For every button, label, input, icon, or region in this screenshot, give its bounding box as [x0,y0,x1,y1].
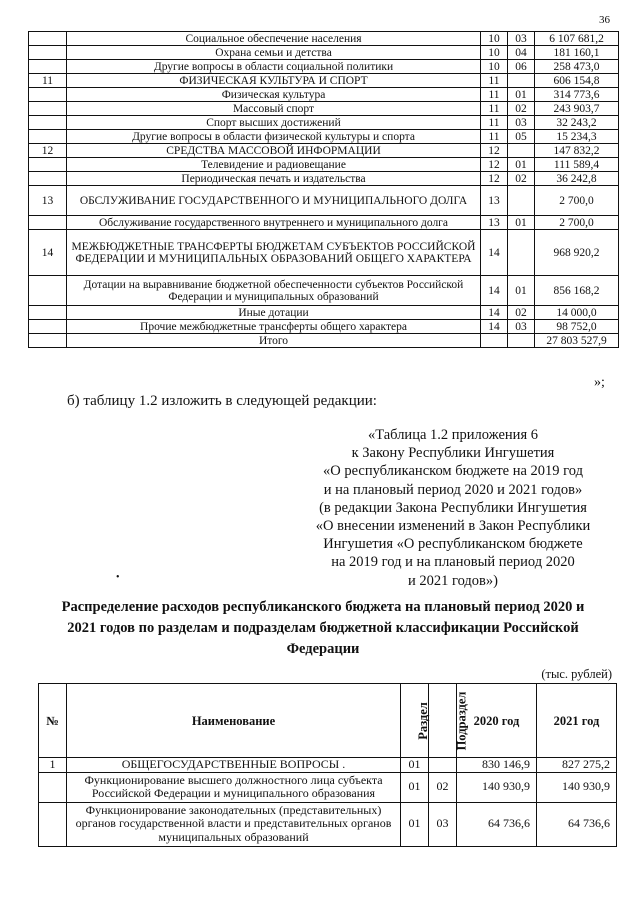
cell-razdel: 01 [401,758,429,773]
cell-podrazdel: 03 [508,32,535,46]
cell-name: Итого [67,334,481,348]
cell-amount: 181 160,1 [535,46,619,60]
table-row [29,32,619,46]
cell-razdel: 14 [481,276,508,306]
cell-num: 1 [39,758,67,773]
cell-podrazdel: 01 [508,216,535,230]
cell-y2020: 830 146,9 [457,758,537,773]
cell-num [29,158,67,172]
cell-razdel: 10 [481,32,508,46]
cell-razdel: 13 [481,216,508,230]
cell-podrazdel [508,186,535,216]
cell-podrazdel: 03 [429,802,457,846]
cell-num [29,46,67,60]
cell-num [39,802,67,846]
cell-podrazdel: 02 [508,102,535,116]
cell-razdel: 11 [481,74,508,88]
heading-line: 2021 годов по разделам и подразделам бюджетной классификации Российской [67,620,579,636]
table-row [29,230,619,276]
heading-line: Федерации [286,641,360,657]
cell-num [29,276,67,306]
cell-name: ФИЗИЧЕСКАЯ КУЛЬТУРА И СПОРТ [67,74,481,88]
cell-name: СРЕДСТВА МАССОВОЙ ИНФОРМАЦИИ [67,144,481,158]
cell-razdel: 01 [401,802,429,846]
cell-podrazdel: 01 [508,158,535,172]
cell-name: Другие вопросы в области социальной политики [67,60,481,74]
table-row [39,772,617,802]
cell-amount: 243 903,7 [535,102,619,116]
cell-num: 14 [29,230,67,276]
cell-razdel: 14 [481,306,508,320]
cell-razdel: 11 [481,130,508,144]
cell-amount: 98 752,0 [535,320,619,334]
cell-podrazdel: 01 [508,276,535,306]
cell-num [29,88,67,102]
caption-line: «О республиканском бюджете на 2019 год [323,463,583,480]
table-row [29,144,619,158]
cell-amount: 111 589,4 [535,158,619,172]
page-number: 36 [599,14,610,26]
cell-name: Спорт высших достижений [67,116,481,130]
table-row [29,320,619,334]
cell-amount: 32 243,2 [535,116,619,130]
cell-name: Обслуживание государственного внутреннего и муниципального долга [67,216,481,230]
cell-name: Функционирование законодательных (представительных) органов государственной власти и представительных органов муниципальных образований [67,802,401,846]
header-podrazdel [429,684,469,758]
cell-name: Телевидение и радиовещание [67,158,481,172]
cell-razdel: 11 [481,102,508,116]
cell-podrazdel: 03 [508,320,535,334]
cell-num [29,60,67,74]
cell-name: Функционирование высшего должностного лица субъекта Российской Федерации и муниципального образования [67,772,401,802]
cell-name: Массовый спорт [67,102,481,116]
cell-podrazdel: 02 [508,306,535,320]
cell-amount: 14 000,0 [535,306,619,320]
cell-num: 13 [29,186,67,216]
cell-razdel: 11 [481,88,508,102]
cell-razdel: 10 [481,60,508,74]
cell-podrazdel: 01 [508,88,535,102]
header-num: № [39,684,67,758]
header-name: Наименование [67,684,401,758]
cell-podrazdel [508,144,535,158]
cell-podrazdel [508,74,535,88]
cell-amount: 147 832,2 [535,144,619,158]
cell-num [29,116,67,130]
cell-num [29,320,67,334]
cell-name: Прочие межбюджетные трансферты общего характера [67,320,481,334]
cell-name: Дотации на выравнивание бюджетной обеспеченности субъектов Российской Федерации и муниципальных образований [67,276,481,306]
cell-num [29,102,67,116]
cell-num [29,334,67,348]
cell-razdel: 12 [481,172,508,186]
table-row [29,306,619,320]
cell-podrazdel: 05 [508,130,535,144]
caption-line: «О внесении изменений в Закон Республики [315,518,591,535]
table-row [29,116,619,130]
cell-num [29,172,67,186]
caption-line: и 2021 годов») [408,572,498,589]
document-heading [28,597,618,660]
caption-line: на 2019 год и на плановый период 2020 [331,554,575,571]
cell-razdel: 10 [481,46,508,60]
caption-line: «Таблица 1.2 приложения 6 [368,427,538,443]
bullet-dot: • [116,572,120,583]
header-razdel-label: Раздел [415,701,430,740]
cell-name: ОБСЛУЖИВАНИЕ ГОСУДАРСТВЕННОГО И МУНИЦИПАЛЬНОГО ДОЛГА [67,186,481,216]
cell-amount: 6 107 681,2 [535,32,619,46]
table-row [29,102,619,116]
table-row [29,276,619,306]
cell-amount: 2 700,0 [535,216,619,230]
cell-name: Физическая культура [67,88,481,102]
cell-podrazdel: 04 [508,46,535,60]
cell-amount: 968 920,2 [535,230,619,276]
cell-razdel: 12 [481,144,508,158]
cell-amount: 36 242,8 [535,172,619,186]
cell-razdel: 14 [481,320,508,334]
table-row [29,186,619,216]
table-row [29,88,619,102]
cell-podrazdel [508,334,535,348]
cell-num [29,130,67,144]
cell-num: 12 [29,144,67,158]
table-header-row [39,684,617,758]
cell-amount: 856 168,2 [535,276,619,306]
heading-line: Распределение расходов республиканского бюджета на плановый период 2020 и [61,599,585,615]
table-row [29,172,619,186]
caption-line: к Закону Республики Ингушетия [351,445,555,462]
cell-razdel: 13 [481,186,508,216]
cell-name: Другие вопросы в области физической культуры и спорта [67,130,481,144]
cell-amount: 606 154,8 [535,74,619,88]
cell-name: МЕЖБЮДЖЕТНЫЕ ТРАНСФЕРТЫ БЮДЖЕТАМ СУБЪЕКТОВ РОССИЙСКОЙ ФЕДЕРАЦИИ И МУНИЦИПАЛЬНЫХ ОБРАЗОВАНИЙ ОБЩЕГО ХАРАКТЕРА [67,230,481,276]
table-row [39,802,617,846]
cell-name: Иные дотации [67,306,481,320]
expenditure-table [38,683,617,847]
cell-num [29,216,67,230]
cell-num [39,772,67,802]
cell-razdel: 14 [481,230,508,276]
cell-amount: 314 773,6 [535,88,619,102]
caption-line: (в редакции Закона Республики Ингушетия [319,499,587,516]
cell-razdel [481,334,508,348]
cell-name: Охрана семьи и детства [67,46,481,60]
table-row [29,334,619,348]
cell-amount: 258 473,0 [535,60,619,74]
table-row [39,758,617,773]
closing-quote: »; [594,375,605,390]
header-2021: 2021 год [537,684,617,758]
cell-amount: 15 234,3 [535,130,619,144]
amendment-paragraph: б) таблицу 1.2 изложить в следующей редакции: [67,393,377,409]
table-row [29,46,619,60]
table-row [29,158,619,172]
table-row [29,60,619,74]
table-caption [298,426,608,590]
cell-name: ОБЩЕГОСУДАРСТВЕННЫЕ ВОПРОСЫ . [67,758,401,773]
cell-y2020: 64 736,6 [457,802,537,846]
cell-amount: 2 700,0 [535,186,619,216]
cell-podrazdel: 02 [429,772,457,802]
cell-num [29,306,67,320]
table-row [29,130,619,144]
cell-razdel: 12 [481,158,508,172]
cell-num: 11 [29,74,67,88]
cell-podrazdel: 02 [508,172,535,186]
cell-y2021: 827 275,2 [537,758,617,773]
cell-num [29,32,67,46]
header-2020: 2020 год [457,684,537,758]
header-razdel [401,684,429,758]
cell-name: Периодическая печать и издательства [67,172,481,186]
cell-podrazdel: 06 [508,60,535,74]
cell-y2021: 64 736,6 [537,802,617,846]
cell-podrazdel [429,758,457,773]
caption-line: Ингушетия «О республиканском бюджете [323,536,583,553]
table-row [29,74,619,88]
header-podrazdel-label: Подраздел [454,691,469,750]
table-row [29,216,619,230]
cell-razdel: 01 [401,772,429,802]
cell-podrazdel: 03 [508,116,535,130]
cell-amount: 27 803 527,9 [535,334,619,348]
cell-razdel: 11 [481,116,508,130]
cell-y2021: 140 930,9 [537,772,617,802]
cell-podrazdel [508,230,535,276]
cell-name: Социальное обеспечение населения [67,32,481,46]
cell-y2020: 140 930,9 [457,772,537,802]
expenditure-table-continuation [28,31,619,348]
units-label: (тыс. рублей) [541,667,612,681]
caption-line: и на плановый период 2020 и 2021 годов» [323,481,583,498]
